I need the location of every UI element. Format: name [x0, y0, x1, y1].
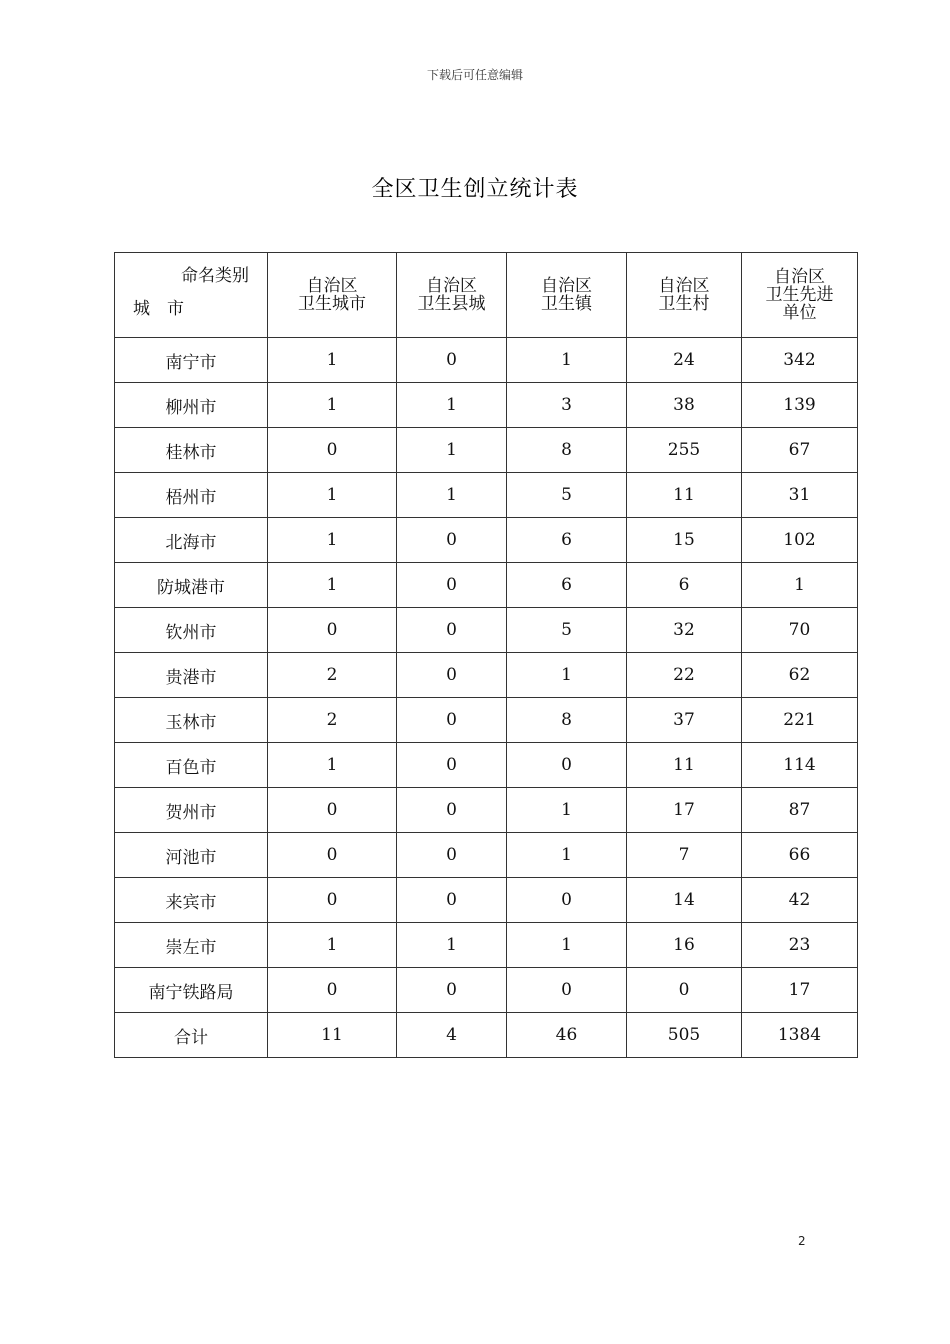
- value-cell: 0: [397, 788, 507, 833]
- value-cell: 0: [268, 788, 397, 833]
- value-cell: 67: [742, 428, 858, 473]
- value-cell: 8: [507, 428, 627, 473]
- value-cell: 221: [742, 698, 858, 743]
- column-header-line: 单位: [782, 303, 817, 323]
- page-number: 2: [798, 1234, 806, 1248]
- column-header-3: [507, 253, 627, 338]
- value-cell: 16: [627, 923, 742, 968]
- value-cell: 2: [268, 698, 397, 743]
- document-title: 全区卫生创立统计表: [371, 177, 579, 202]
- value-cell: 11: [268, 1013, 397, 1058]
- statistics-table: [114, 252, 858, 1058]
- column-header-line: 自治区: [306, 276, 358, 296]
- city-cell: 柳州市: [115, 383, 268, 428]
- value-cell: 17: [742, 968, 858, 1013]
- value-cell: 0: [397, 653, 507, 698]
- city-cell: 合计: [115, 1013, 268, 1058]
- value-cell: 70: [742, 608, 858, 653]
- value-cell: 0: [268, 968, 397, 1013]
- value-cell: 1: [397, 383, 507, 428]
- value-cell: 38: [627, 383, 742, 428]
- value-cell: 0: [397, 698, 507, 743]
- value-cell: 31: [742, 473, 858, 518]
- column-header-line: 自治区: [774, 267, 825, 287]
- value-cell: 0: [397, 338, 507, 383]
- value-cell: 102: [742, 518, 858, 563]
- city-cell: 崇左市: [115, 923, 268, 968]
- value-cell: 0: [397, 878, 507, 923]
- city-cell: 河池市: [115, 833, 268, 878]
- city-cell: 南宁市: [115, 338, 268, 383]
- value-cell: 17: [627, 788, 742, 833]
- value-cell: 1384: [742, 1013, 858, 1058]
- value-cell: 0: [397, 833, 507, 878]
- value-cell: 11: [627, 473, 742, 518]
- city-cell: 梧州市: [115, 473, 268, 518]
- table-row: [115, 653, 858, 698]
- value-cell: 0: [397, 563, 507, 608]
- value-cell: 255: [627, 428, 742, 473]
- value-cell: 1: [268, 743, 397, 788]
- total-row: [115, 1013, 858, 1058]
- value-cell: 1: [268, 473, 397, 518]
- column-header-4: [627, 253, 742, 338]
- city-cell: 贵港市: [115, 653, 268, 698]
- table-row: [115, 788, 858, 833]
- value-cell: 0: [507, 878, 627, 923]
- value-cell: 0: [507, 968, 627, 1013]
- table-row: [115, 428, 858, 473]
- table-row: [115, 608, 858, 653]
- city-cell: 玉林市: [115, 698, 268, 743]
- value-cell: 1: [507, 338, 627, 383]
- value-cell: 1: [397, 923, 507, 968]
- table-row: [115, 563, 858, 608]
- column-header-line: 卫生镇: [541, 294, 592, 314]
- city-cell: 来宾市: [115, 878, 268, 923]
- value-cell: 0: [397, 518, 507, 563]
- column-header-line: 自治区: [426, 276, 477, 296]
- value-cell: 6: [507, 518, 627, 563]
- value-cell: 11: [627, 743, 742, 788]
- column-header-1: [268, 253, 397, 338]
- value-cell: 3: [507, 383, 627, 428]
- city-cell: 防城港市: [115, 563, 268, 608]
- column-header-2: [397, 253, 507, 338]
- value-cell: 4: [397, 1013, 507, 1058]
- column-header-line: 卫生城市: [298, 294, 366, 314]
- table-row: [115, 383, 858, 428]
- table-row: [115, 743, 858, 788]
- value-cell: 1: [507, 833, 627, 878]
- value-cell: 2: [268, 653, 397, 698]
- value-cell: 342: [742, 338, 858, 383]
- value-cell: 1: [507, 653, 627, 698]
- table-row: [115, 833, 858, 878]
- value-cell: 1: [268, 518, 397, 563]
- column-header-line: 卫生县城: [417, 294, 486, 314]
- value-cell: 0: [268, 428, 397, 473]
- value-cell: 7: [627, 833, 742, 878]
- value-cell: 24: [627, 338, 742, 383]
- value-cell: 37: [627, 698, 742, 743]
- value-cell: 0: [507, 743, 627, 788]
- header-note: 下载后可任意编辑: [426, 68, 523, 82]
- value-cell: 23: [742, 923, 858, 968]
- value-cell: 22: [627, 653, 742, 698]
- value-cell: 0: [268, 878, 397, 923]
- value-cell: 0: [268, 608, 397, 653]
- table-row: [115, 698, 858, 743]
- value-cell: 5: [507, 608, 627, 653]
- table-row: [115, 968, 858, 1013]
- table-row: [115, 878, 858, 923]
- value-cell: 62: [742, 653, 858, 698]
- table-row: [115, 338, 858, 383]
- value-cell: 1: [397, 473, 507, 518]
- value-cell: 6: [627, 563, 742, 608]
- value-cell: 1: [742, 563, 858, 608]
- city-cell: 贺州市: [115, 788, 268, 833]
- value-cell: 0: [268, 833, 397, 878]
- city-cell: 钦州市: [115, 608, 268, 653]
- value-cell: 1: [268, 383, 397, 428]
- value-cell: 0: [397, 743, 507, 788]
- value-cell: 114: [742, 743, 858, 788]
- value-cell: 8: [507, 698, 627, 743]
- value-cell: 42: [742, 878, 858, 923]
- city-cell: 桂林市: [115, 428, 268, 473]
- value-cell: 6: [507, 563, 627, 608]
- value-cell: 0: [397, 608, 507, 653]
- value-cell: 1: [268, 563, 397, 608]
- column-header-line: 卫生村: [658, 294, 710, 314]
- column-header-5: [742, 253, 858, 338]
- table-row: [115, 923, 858, 968]
- corner-city-label: 城 市: [133, 299, 184, 319]
- city-cell: 北海市: [115, 518, 268, 563]
- value-cell: 0: [397, 968, 507, 1013]
- value-cell: 46: [507, 1013, 627, 1058]
- value-cell: 14: [627, 878, 742, 923]
- corner-category-label: 命名类别: [181, 266, 249, 286]
- table-row: [115, 518, 858, 563]
- value-cell: 15: [627, 518, 742, 563]
- value-cell: 66: [742, 833, 858, 878]
- value-cell: 139: [742, 383, 858, 428]
- column-header-line: 自治区: [541, 276, 592, 296]
- column-header-line: 自治区: [658, 276, 710, 296]
- table-row: [115, 473, 858, 518]
- value-cell: 0: [627, 968, 742, 1013]
- corner-header-cell: [115, 253, 268, 338]
- table-header-row: [115, 253, 858, 338]
- value-cell: 1: [397, 428, 507, 473]
- value-cell: 32: [627, 608, 742, 653]
- table-body: [115, 338, 858, 1058]
- value-cell: 1: [507, 788, 627, 833]
- value-cell: 5: [507, 473, 627, 518]
- value-cell: 505: [627, 1013, 742, 1058]
- value-cell: 1: [507, 923, 627, 968]
- city-cell: 南宁铁路局: [115, 968, 268, 1013]
- value-cell: 1: [268, 338, 397, 383]
- column-header-line: 卫生先进: [765, 285, 834, 305]
- city-cell: 百色市: [115, 743, 268, 788]
- value-cell: 1: [268, 923, 397, 968]
- value-cell: 87: [742, 788, 858, 833]
